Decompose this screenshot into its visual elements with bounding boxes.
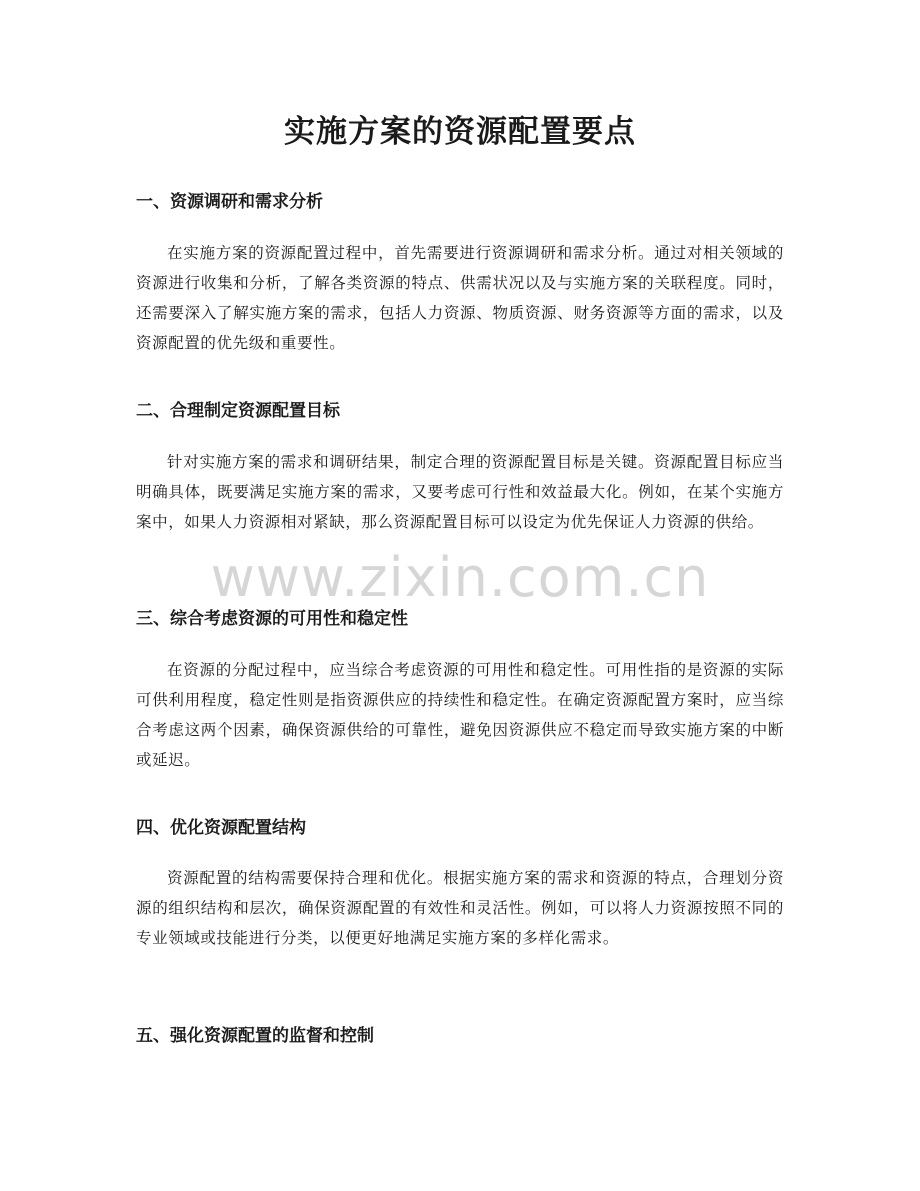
section-heading-1: 一、资源调研和需求分析 bbox=[136, 192, 323, 212]
section-heading-5: 五、强化资源配置的监督和控制 bbox=[136, 1026, 374, 1046]
section-body-4: 资源配置的结构需要保持合理和优化。根据实施方案的需求和资源的特点，合理划分资源的组织结构和层次，确保资源配置的有效性和灵活性。例如，可以将人力资源按照不同的专业领域或技能进行分类，以便更好地满足实施方案的多样化需求。 bbox=[136, 869, 784, 947]
document-title: 实施方案的资源配置要点 bbox=[284, 114, 636, 150]
section-heading-4: 四、优化资源配置结构 bbox=[136, 818, 306, 838]
section-heading-3: 三、综合考虑资源的可用性和稳定性 bbox=[136, 609, 408, 629]
section-heading-2: 二、合理制定资源配置目标 bbox=[136, 401, 340, 421]
section-body-3: 在资源的分配过程中，应当综合考虑资源的可用性和稳定性。可用性指的是资源的实际可供利用程度，稳定性则是指资源供应的持续性和稳定性。在确定资源配置方案时，应当综合考虑这两个因素，确保资源供给的可靠性，避免因资源供应不稳定而导致实施方案的中断或延迟。 bbox=[136, 661, 784, 769]
section-body-1: 在实施方案的资源配置过程中，首先需要进行资源调研和需求分析。通过对相关领域的资源进行收集和分析，了解各类资源的特点、供需状况以及与实施方案的关联程度。同时，还需要深入了解实施方案的需求，包括人力资源、物质资源、财务资源等方面的需求，以及资源配置的优先级和重要性。 bbox=[136, 244, 784, 352]
section-body-2: 针对实施方案的需求和调研结果，制定合理的资源配置目标是关键。资源配置目标应当明确具体，既要满足实施方案的需求，又要考虑可行性和效益最大化。例如，在某个实施方案中，如果人力资源相对紧缺，那么资源配置目标可以设定为优先保证人力资源的供给。 bbox=[136, 453, 784, 531]
watermark-text: www.zixin.com.cn bbox=[210, 546, 710, 609]
